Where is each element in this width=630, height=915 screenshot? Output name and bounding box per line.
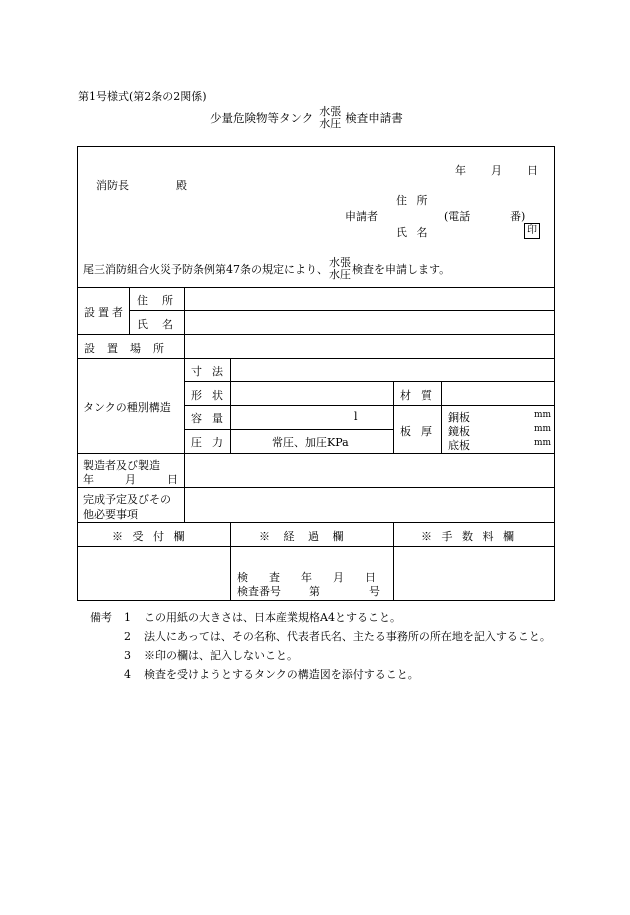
addressee-honorific: 殿 bbox=[176, 179, 187, 192]
plate-name: 鏡板 bbox=[448, 425, 470, 438]
seal-mark: 印 bbox=[524, 223, 540, 239]
applicant-phone-open: (電話 bbox=[444, 210, 471, 223]
row-line bbox=[184, 405, 555, 406]
row-line bbox=[129, 310, 555, 311]
note-item: 3 ※印の欄は、記入しないこと。 bbox=[124, 649, 298, 662]
form-title bbox=[210, 106, 403, 130]
col-line bbox=[230, 522, 231, 601]
title-suffix: 検査申請書 bbox=[345, 111, 403, 125]
plate-unit: mm bbox=[534, 410, 552, 420]
inspection-number-label: 検査番号 第 号 bbox=[237, 585, 380, 598]
notes-label: 備考 bbox=[90, 611, 112, 624]
statement-option-bottom: 水圧 bbox=[329, 268, 351, 281]
statement-option-top: 水張 bbox=[329, 256, 351, 269]
completion-label-2: 他必要事項 bbox=[83, 508, 138, 521]
title-option-bottom: 水圧 bbox=[319, 117, 342, 130]
installer-label: 設置者 bbox=[84, 306, 126, 319]
installer-name-label: 氏名 bbox=[137, 318, 187, 331]
material-label: 材質 bbox=[400, 389, 442, 402]
applicant-name-label: 氏 名 bbox=[396, 226, 428, 239]
addressee-title: 消防長 bbox=[96, 179, 129, 192]
row-line bbox=[77, 453, 555, 454]
completion-label: 完成予定及びその bbox=[83, 493, 171, 506]
date-day: 日 bbox=[527, 164, 538, 177]
dimensions-label: 寸法 bbox=[191, 365, 233, 378]
plate-name: 銅板 bbox=[448, 411, 470, 424]
title-option-top: 水張 bbox=[319, 105, 342, 118]
statement-option-stack bbox=[329, 257, 351, 281]
capacity-unit: l bbox=[354, 410, 358, 423]
fee-header: ※ 手 数 料 欄 bbox=[421, 530, 514, 543]
row-line bbox=[184, 429, 393, 430]
reception-header: ※ 受 付 欄 bbox=[112, 530, 185, 543]
row-line bbox=[77, 334, 555, 335]
tank-structure-label: タンクの種別構造 bbox=[83, 401, 171, 414]
pressure-value: 常圧、加圧KPa bbox=[272, 436, 349, 449]
note-item: 4 検査を受けようとするタンクの構造図を添付すること。 bbox=[124, 668, 419, 681]
col-line bbox=[393, 522, 394, 601]
note-item: 2 法人にあっては、その名称、代表者氏名、主たる事務所の所在地を記入すること。 bbox=[124, 630, 551, 643]
inspection-date-label: 検 査 年 月 日 bbox=[237, 571, 376, 584]
applicant-label: 申請者 bbox=[345, 210, 378, 223]
statement-prefix: 尾三消防組合火災予防条例第47条の規定により、 bbox=[83, 263, 328, 276]
row-line bbox=[77, 287, 555, 288]
pressure-label: 圧力 bbox=[191, 436, 233, 449]
capacity-label: 容量 bbox=[191, 412, 233, 425]
note-item: 備考 1 この用紙の大きさは、日本産業規格A4とすること。 bbox=[90, 608, 564, 627]
progress-header: ※ 経 過 欄 bbox=[259, 530, 344, 543]
row-line bbox=[77, 546, 555, 547]
applicant-address-label: 住 所 bbox=[396, 194, 428, 207]
notes bbox=[90, 608, 564, 684]
date-year: 年 bbox=[455, 164, 466, 177]
form-number: 第1号様式(第2条の2関係) bbox=[78, 90, 207, 103]
row-line bbox=[77, 358, 555, 359]
row-line bbox=[184, 381, 555, 382]
installer-address-label: 住所 bbox=[137, 294, 187, 307]
title-option-stack bbox=[319, 106, 341, 130]
row-line bbox=[77, 522, 555, 523]
date-month: 月 bbox=[491, 164, 502, 177]
plate-name: 底板 bbox=[448, 439, 470, 452]
location-label: 設置場所 bbox=[84, 342, 176, 355]
statement bbox=[83, 257, 450, 281]
plate-unit: mm bbox=[534, 424, 552, 434]
thickness-label: 板厚 bbox=[400, 425, 442, 438]
plate-unit: mm bbox=[534, 438, 552, 448]
manufacturer-date-label: 年 月 日 bbox=[83, 473, 178, 486]
applicant-phone-close: 番) bbox=[510, 210, 526, 223]
manufacturer-label: 製造者及び製造 bbox=[83, 459, 160, 472]
row-line bbox=[77, 487, 555, 488]
col-line bbox=[129, 287, 130, 334]
statement-suffix: 検査を申請します。 bbox=[352, 263, 451, 276]
shape-label: 形状 bbox=[191, 389, 233, 402]
title-prefix: 少量危険物等タンク bbox=[210, 111, 314, 125]
col-line bbox=[393, 381, 394, 453]
